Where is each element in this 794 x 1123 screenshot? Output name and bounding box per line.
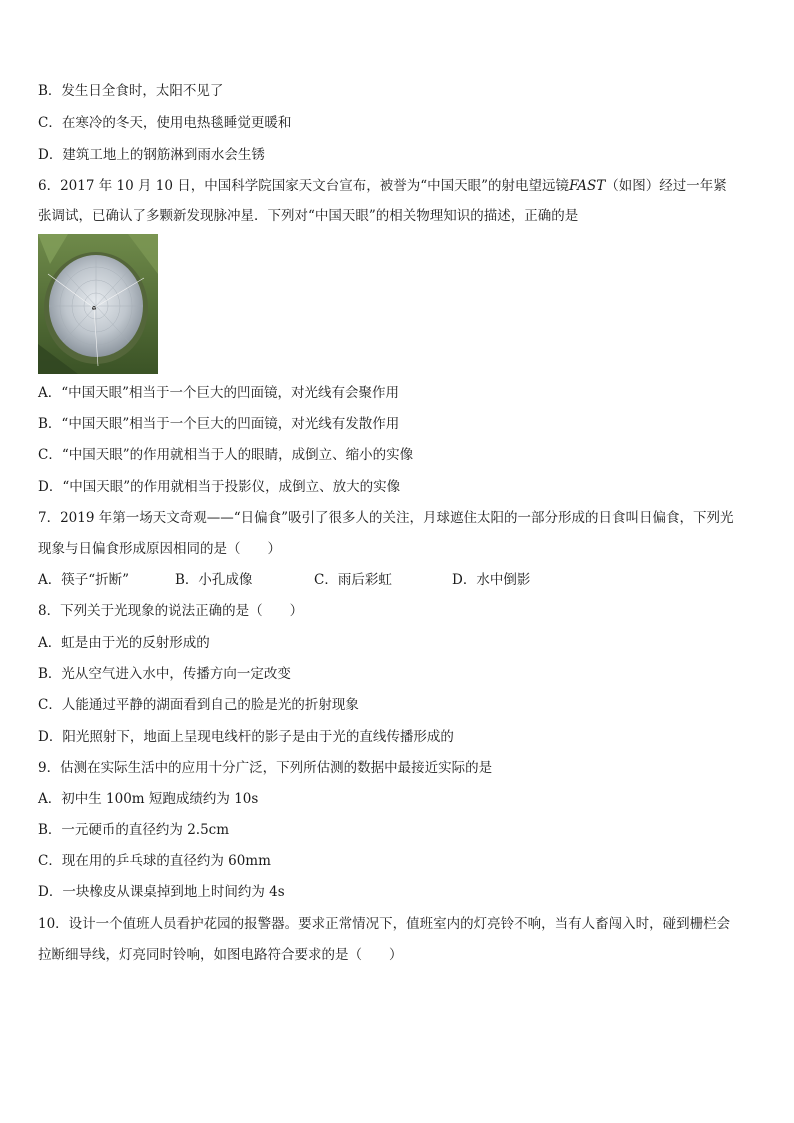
- q7-stem-line1: 7．2019 年第一场天文奇观——“日偏食”吸引了很多人的关注，月球遮住太阳的一部分形成的日食叫日偏食，下列光: [38, 510, 734, 526]
- q7-option-d: D．水中倒影: [452, 572, 531, 588]
- q6-stem-line2: 张调试，已确认了多颗新发现脉冲星．下列对“中国天眼”的相关物理知识的描述，正确的是: [38, 208, 579, 224]
- q6-stem-fast: FAST: [569, 178, 606, 194]
- fast-telescope-photo: [38, 234, 158, 374]
- q6-option-b: B．“中国天眼”相当于一个巨大的凹面镜，对光线有发散作用: [38, 416, 400, 432]
- q6-stem-line1: [38, 176, 764, 196]
- q7-option-b: B．小孔成像: [175, 572, 253, 588]
- q7-stem-line2: 现象与日偏食形成原因相同的是（ ）: [38, 541, 281, 557]
- q9-stem: 9．估测在实际生活中的应用十分广泛，下列所估测的数据中最接近实际的是: [38, 760, 493, 776]
- q5-option-c: C．在寒冷的冬天，使用电热毯睡觉更暖和: [38, 115, 292, 131]
- q8-option-c: C．人能通过平静的湖面看到自己的脸是光的折射现象: [38, 697, 359, 713]
- q9-option-b: B．一元硬币的直径约为 2.5cm: [38, 822, 230, 838]
- q5-option-d: D．建筑工地上的钢筋淋到雨水会生锈: [38, 147, 265, 163]
- q10-stem-line2: 拉断细导线，灯亮同时铃响，如图电路符合要求的是（ ）: [38, 947, 403, 963]
- fast-telescope-illustration: [38, 234, 158, 374]
- q9-option-c: C．现在用的乒乓球的直径约为 60mm: [38, 853, 271, 869]
- q6-stem-part1: 6．2017 年 10 月 10 日，中国科学院国家天文台宣布，被誉为“中国天眼”的射电望远镜: [38, 178, 570, 194]
- q7-option-c: C．雨后彩虹: [314, 572, 392, 588]
- q9-option-a: A．初中生 100m 短跑成绩约为 10s: [38, 791, 259, 807]
- q8-option-a: A．虹是由于光的反射形成的: [38, 635, 210, 651]
- q7-option-a: A．筷子“折断”: [38, 572, 130, 588]
- q6-option-a: A．“中国天眼”相当于一个巨大的凹面镜，对光线有会聚作用: [38, 385, 400, 401]
- q8-stem: 8．下列关于光现象的说法正确的是（ ）: [38, 603, 304, 619]
- q6-option-d: D．“中国天眼”的作用就相当于投影仪，成倒立、放大的实像: [38, 479, 401, 495]
- q10-stem-line1: 10．设计一个值班人员看护花园的报警器。要求正常情况下，值班室内的灯亮铃不响，当有人畜闯入时，碰到栅栏会: [38, 916, 731, 932]
- q6-option-c: C．“中国天眼”的作用就相当于人的眼睛，成倒立、缩小的实像: [38, 447, 414, 463]
- q6-stem-part2: （如图）经过一年紧: [605, 178, 727, 194]
- q5-option-b: B．发生日全食时，太阳不见了: [38, 83, 224, 99]
- q8-option-b: B．光从空气进入水中，传播方向一定改变: [38, 666, 291, 682]
- q8-option-d: D．阳光照射下，地面上呈现电线杆的影子是由于光的直线传播形成的: [38, 729, 454, 745]
- q7-options: [38, 570, 764, 590]
- q9-option-d: D．一块橡皮从课桌掉到地上时间约为 4s: [38, 884, 285, 900]
